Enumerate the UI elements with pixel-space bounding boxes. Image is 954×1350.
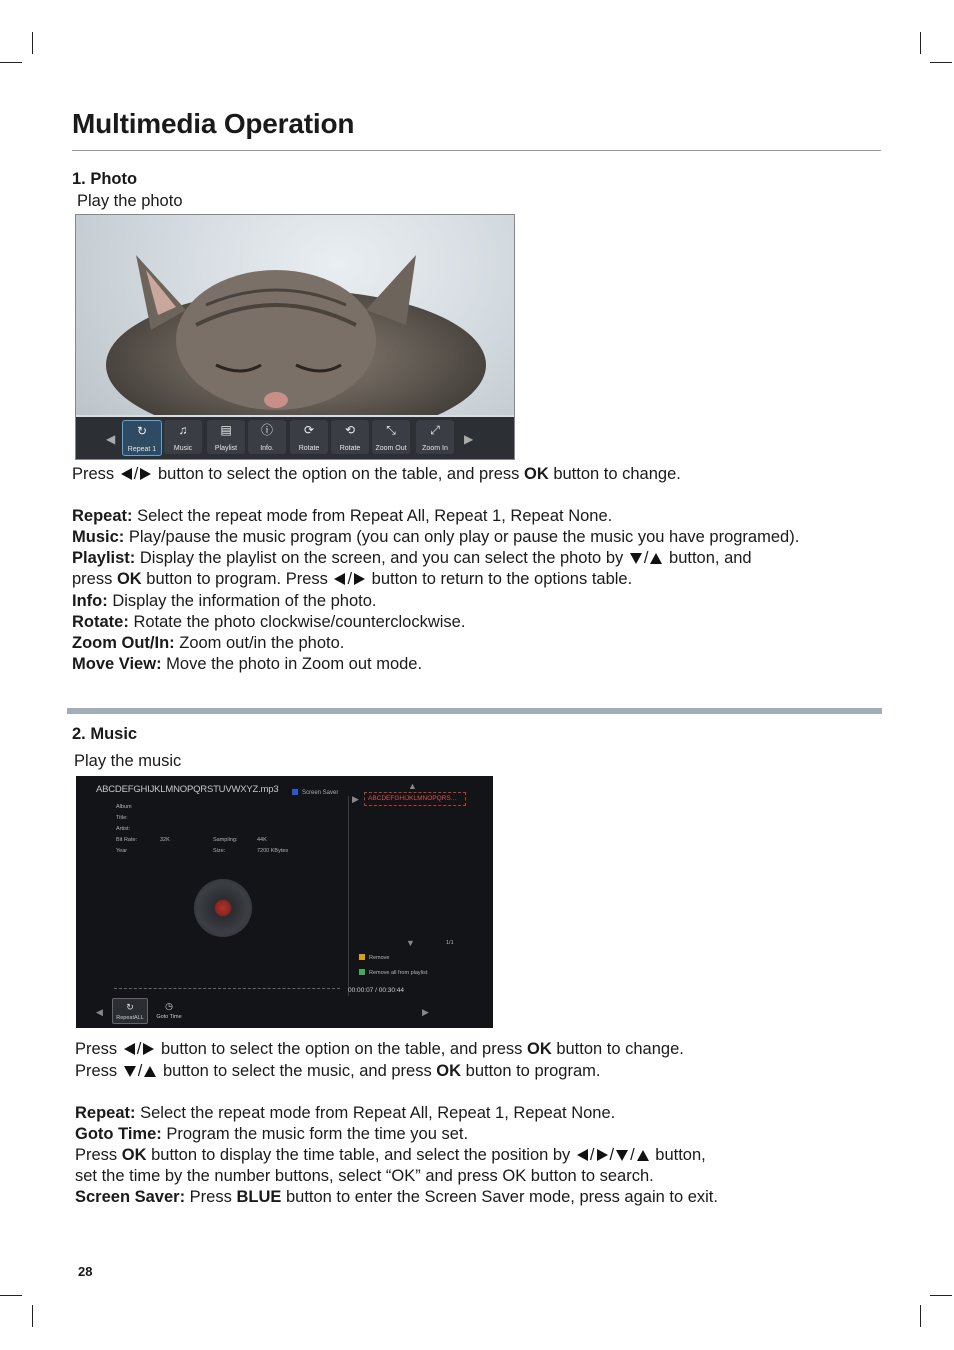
text: Program the music form the time you set. — [166, 1125, 469, 1143]
toolbar-label: Zoom In — [422, 445, 448, 452]
scroll-up-icon[interactable]: ▲ — [408, 781, 417, 791]
right-arrow-icon — [143, 1043, 154, 1055]
toolbar-info-button[interactable] — [248, 420, 286, 454]
toolbar-label: Info. — [260, 445, 274, 452]
toolbar-zoom-out-button[interactable] — [372, 420, 410, 454]
term-label: Rotate: — [72, 613, 129, 631]
text: Press — [75, 1062, 118, 1080]
music-screen — [76, 776, 493, 1028]
photo-subtitle: Play the photo — [77, 192, 183, 210]
down-arrow-icon — [630, 553, 642, 564]
toolbar-right-arrow-icon[interactable]: ▶ — [464, 432, 474, 446]
green-key-icon — [359, 969, 365, 975]
text: press — [72, 570, 113, 588]
text: button, and — [669, 549, 752, 567]
info-year-label: Year — [116, 848, 128, 854]
page-title: Multimedia Operation — [72, 108, 355, 139]
text: button, — [655, 1146, 706, 1164]
toolbar-right-arrow-icon[interactable]: ▶ — [422, 1007, 429, 1017]
ok-key: OK — [121, 1146, 147, 1164]
text: Rotate the photo clockwise/counterclockwise. — [133, 613, 466, 631]
ok-key: OK — [436, 1062, 462, 1080]
music-goto-desc — [75, 1124, 468, 1145]
term-label: Info: — [72, 592, 108, 610]
toolbar-rotate-cw-button[interactable] — [290, 420, 328, 454]
rotate-counterclockwise-icon: ⟲ — [344, 423, 356, 437]
text: button to program. — [465, 1062, 601, 1080]
text: button to display the time table, and select the position by — [151, 1146, 571, 1164]
toolbar-label: Rotate — [339, 445, 361, 452]
text: Press — [75, 1040, 118, 1058]
zoom-out-icon: ⤡ — [386, 423, 396, 437]
section-divider — [67, 708, 882, 714]
music-note-icon: ♫ — [178, 423, 188, 437]
crop-mark — [930, 62, 952, 63]
toolbar-music-button[interactable] — [164, 420, 202, 454]
crop-mark — [32, 1305, 33, 1327]
text: button to return to the options table. — [371, 570, 633, 588]
ok-key: OK — [526, 1040, 552, 1058]
toolbar-zoom-in-button[interactable] — [416, 420, 454, 454]
term-label: Screen Saver: — [75, 1188, 186, 1206]
info-title-label: Title: — [116, 815, 128, 821]
toolbar-label: Zoom Out — [375, 445, 407, 452]
toolbar-repeat-button[interactable] — [122, 420, 162, 456]
text: Select the repeat mode from Repeat All, Repeat 1, Repeat None. — [140, 1104, 616, 1122]
repeat-all-button[interactable] — [112, 998, 148, 1024]
time-readout: 00:00:07 / 00:30:44 — [348, 987, 405, 994]
toolbar-label: Music — [173, 445, 193, 452]
text: Display the playlist on the screen, and you can select the photo by — [139, 549, 624, 567]
photo-heading: 1. Photo — [72, 170, 138, 188]
photo-repeat-desc — [72, 506, 612, 527]
zoom-in-icon: ⤢ — [430, 423, 440, 437]
up-arrow-icon — [637, 1150, 649, 1161]
remove-all-option[interactable] — [359, 969, 427, 976]
page-number: 28 — [78, 1264, 93, 1279]
left-arrow-icon — [577, 1149, 588, 1161]
photo-rotate-desc — [72, 612, 465, 633]
info-album-label: Album — [116, 804, 132, 810]
toolbar-left-arrow-icon[interactable]: ◀ — [106, 432, 116, 446]
toolbar-playlist-button[interactable] — [207, 420, 245, 454]
text: Press — [72, 465, 115, 483]
term-label: Zoom Out/In: — [72, 634, 175, 652]
toolbar-label: Rotate — [298, 445, 320, 452]
music-goto-desc-3: set the time by the number buttons, select “OK” and press OK button to search. — [75, 1167, 654, 1185]
crop-mark — [0, 1295, 22, 1296]
remove-option[interactable] — [359, 954, 389, 961]
title-divider — [72, 150, 881, 151]
info-bitrate-value: 32K — [160, 837, 170, 843]
text: Screen Saver — [302, 790, 339, 796]
photo-toolbar — [76, 417, 514, 459]
text: button to enter the Screen Saver mode, press again to exit. — [285, 1188, 718, 1206]
term-label: Goto Time: — [75, 1125, 162, 1143]
music-saver-desc — [75, 1187, 718, 1208]
button-label: Goto Time — [156, 1014, 182, 1020]
toolbar-rotate-ccw-button[interactable] — [331, 420, 369, 454]
toolbar-left-arrow-icon[interactable]: ◀ — [96, 1007, 103, 1017]
left-arrow-icon — [121, 468, 132, 480]
crop-mark — [930, 1295, 952, 1296]
scroll-down-icon[interactable]: ▼ — [406, 938, 415, 948]
down-arrow-icon — [124, 1066, 136, 1077]
text: Press — [189, 1188, 232, 1206]
playlist-item: ABCDEFGHIJKLMNOPQRS... — [368, 795, 457, 802]
text: Move the photo in Zoom out mode. — [166, 655, 423, 673]
playlist-icon: ▤ — [220, 423, 232, 437]
text: button to change. — [556, 1040, 684, 1058]
text: Zoom out/in the photo. — [179, 634, 345, 652]
up-arrow-icon — [144, 1066, 156, 1077]
repeat-icon: ↻ — [126, 1002, 134, 1012]
text: button to select the option on the table, and press — [160, 1040, 523, 1058]
photo-info-desc — [72, 591, 376, 612]
left-arrow-icon — [334, 573, 345, 585]
crop-mark — [920, 1305, 921, 1327]
music-repeat-desc — [75, 1103, 615, 1124]
info-icon: ⓘ — [260, 423, 274, 437]
right-arrow-icon — [597, 1149, 608, 1161]
down-arrow-icon — [616, 1150, 628, 1161]
blue-key-icon — [292, 789, 298, 795]
panel-divider — [348, 796, 349, 996]
text: Play/pause the music program (you can only play or pause the music you have programed). — [128, 528, 800, 546]
photo-move-desc — [72, 654, 422, 675]
repeat-icon: ↻ — [136, 424, 148, 438]
info-sampling-value: 44K — [257, 837, 267, 843]
page-indicator: 1/1 — [446, 940, 454, 946]
info-artist-label: Artist: — [116, 826, 131, 832]
kitten-image — [76, 215, 515, 419]
text: Display the information of the photo. — [112, 592, 377, 610]
cd-disc-icon — [194, 879, 252, 937]
music-press-instruction-2: Press / button to select the music, and press OK button to program. — [75, 1062, 601, 1080]
text: button to program. Press — [146, 570, 328, 588]
music-goto-desc-2: Press OK button to display the time table, and select the position by / / / button, — [75, 1146, 706, 1164]
info-size-value: 7200 KBytes — [257, 848, 289, 854]
text: button to select the music, and press — [162, 1062, 432, 1080]
playlist-cursor-icon: ▶ — [352, 794, 359, 804]
music-subtitle: Play the music — [74, 752, 182, 770]
blue-key: BLUE — [236, 1188, 282, 1206]
up-arrow-icon — [650, 553, 662, 564]
right-arrow-icon — [140, 468, 151, 480]
ok-key: OK — [523, 465, 549, 483]
text: button to select the option on the table, and press — [157, 465, 520, 483]
ok-key: OK — [116, 570, 142, 588]
term-label: Move View: — [72, 655, 162, 673]
photo-screen — [75, 214, 515, 460]
toolbar-label: Repeat 1 — [127, 446, 157, 453]
crop-mark — [32, 32, 33, 54]
term-label: Music: — [72, 528, 125, 546]
term-label: Repeat: — [72, 507, 133, 525]
photo-zoom-desc — [72, 633, 344, 654]
clock-icon: ◷ — [165, 1001, 173, 1011]
info-sampling-label: Sampling: — [213, 837, 238, 843]
term-label: Playlist: — [72, 549, 136, 567]
crop-mark — [920, 32, 921, 54]
right-arrow-icon — [354, 573, 365, 585]
screen-saver-label — [292, 789, 338, 796]
button-label: RepeatALL — [116, 1015, 144, 1021]
music-heading: 2. Music — [72, 725, 138, 743]
music-press-instruction-1: Press / button to select the option on the table, and press OK button to change. — [75, 1040, 684, 1058]
photo-music-desc — [72, 527, 799, 548]
text: Remove all from playlist — [369, 970, 428, 976]
info-bitrate-label: Bit Rate: — [116, 837, 138, 843]
info-size-label: Size: — [213, 848, 226, 854]
text: button to change. — [553, 465, 681, 483]
rotate-clockwise-icon: ⟳ — [303, 423, 315, 437]
track-filename: ABCDEFGHIJKLMNOPQRSTUVWXYZ.mp3 — [96, 784, 279, 795]
photo-press-instruction: Press / button to select the option on the table, and press OK button to change. — [72, 465, 681, 483]
text: Select the repeat mode from Repeat All, Repeat 1, Repeat None. — [137, 507, 613, 525]
term-label: Repeat: — [75, 1104, 136, 1122]
photo-playlist-desc-2: press OK button to program. Press / button to return to the options table. — [72, 570, 633, 588]
progress-bar[interactable] — [114, 988, 340, 991]
yellow-key-icon — [359, 954, 365, 960]
text: Remove — [369, 955, 390, 961]
goto-time-button[interactable] — [152, 998, 186, 1022]
left-arrow-icon — [124, 1043, 135, 1055]
crop-mark — [0, 62, 22, 63]
toolbar-label: Playlist — [214, 445, 238, 452]
photo-playlist-desc: Playlist: Display the playlist on the screen, and you can select the photo by / button, and — [72, 549, 752, 567]
text: Press — [75, 1146, 118, 1164]
